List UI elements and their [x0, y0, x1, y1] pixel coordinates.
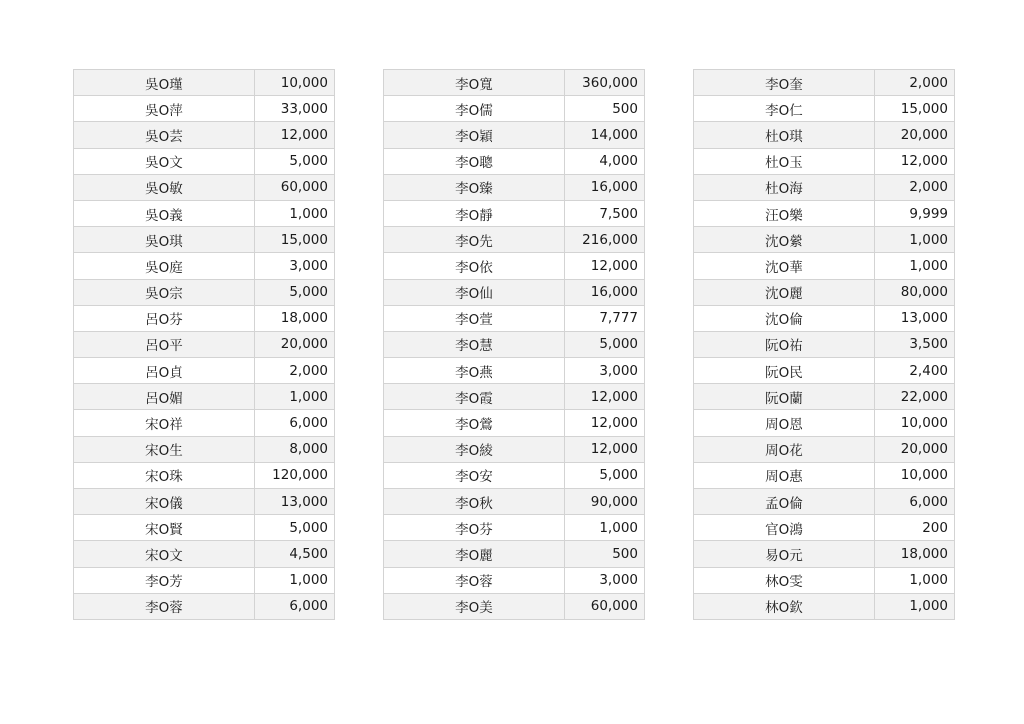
donation-amount-cell: 1,000 [255, 200, 335, 226]
table-row [74, 384, 335, 410]
donor-name-cell: 李O靜 [384, 200, 565, 226]
table-row [74, 122, 335, 148]
table-row [694, 541, 955, 567]
donation-amount-cell: 12,000 [565, 410, 645, 436]
donor-name-cell: 杜O玉 [694, 148, 875, 174]
donor-name-cell: 宋O祥 [74, 410, 255, 436]
table-row [74, 462, 335, 488]
table-row [384, 70, 645, 96]
donor-name-cell: 李O先 [384, 227, 565, 253]
table-row [74, 279, 335, 305]
donor-name-cell: 李O麗 [384, 541, 565, 567]
table-row [384, 200, 645, 226]
table-row [384, 515, 645, 541]
donation-amount-cell: 5,000 [255, 515, 335, 541]
donation-amount-cell: 3,000 [565, 567, 645, 593]
donor-name-cell: 吳O萍 [74, 96, 255, 122]
donation-amount-cell: 18,000 [875, 541, 955, 567]
donor-name-cell: 李O萱 [384, 305, 565, 331]
donation-amount-cell: 120,000 [255, 462, 335, 488]
table-row [694, 96, 955, 122]
donor-name-cell: 李O依 [384, 253, 565, 279]
table-row [384, 148, 645, 174]
table-row [384, 122, 645, 148]
donation-amount-cell: 13,000 [255, 489, 335, 515]
table-row [694, 410, 955, 436]
donor-name-cell: 沈O麗 [694, 279, 875, 305]
table-row [384, 462, 645, 488]
table-row [694, 358, 955, 384]
donation-amount-cell: 2,000 [255, 358, 335, 384]
donor-name-cell: 吳O文 [74, 148, 255, 174]
donor-name-cell: 李O仁 [694, 96, 875, 122]
donor-table-2 [383, 69, 645, 620]
donor-name-cell: 李O秋 [384, 489, 565, 515]
donation-amount-cell: 1,000 [875, 227, 955, 253]
donor-name-cell: 李O芬 [384, 515, 565, 541]
donation-amount-cell: 500 [565, 96, 645, 122]
table-row [74, 305, 335, 331]
table-row [74, 227, 335, 253]
table-row [384, 489, 645, 515]
donation-amount-cell: 12,000 [565, 436, 645, 462]
donation-amount-cell: 5,000 [565, 462, 645, 488]
donation-amount-cell: 12,000 [565, 384, 645, 410]
donation-amount-cell: 10,000 [255, 70, 335, 96]
donor-name-cell: 宋O生 [74, 436, 255, 462]
donor-name-cell: 李O芳 [74, 567, 255, 593]
donor-name-cell: 吳O瑾 [74, 70, 255, 96]
donation-amount-cell: 15,000 [255, 227, 335, 253]
donor-name-cell: 李O霞 [384, 384, 565, 410]
donor-name-cell: 李O聰 [384, 148, 565, 174]
table-row [384, 541, 645, 567]
donation-amount-cell: 33,000 [255, 96, 335, 122]
donation-amount-cell: 6,000 [255, 410, 335, 436]
donor-name-cell: 周O惠 [694, 462, 875, 488]
table-row [74, 358, 335, 384]
table-row [74, 515, 335, 541]
donation-amount-cell: 5,000 [565, 331, 645, 357]
table-row [74, 593, 335, 619]
table-row [694, 200, 955, 226]
table-row [694, 436, 955, 462]
donation-amount-cell: 12,000 [255, 122, 335, 148]
donor-name-cell: 李O仙 [384, 279, 565, 305]
donation-amount-cell: 60,000 [255, 174, 335, 200]
donor-name-cell: 林O雯 [694, 567, 875, 593]
donor-name-cell: 吳O芸 [74, 122, 255, 148]
donor-name-cell: 李O慧 [384, 331, 565, 357]
table-row [74, 174, 335, 200]
table-row [384, 436, 645, 462]
table-row [694, 174, 955, 200]
table-row [384, 593, 645, 619]
donor-name-cell: 汪O樂 [694, 200, 875, 226]
table-row [384, 227, 645, 253]
table-row [74, 436, 335, 462]
table-row [74, 148, 335, 174]
donor-name-cell: 阮O祐 [694, 331, 875, 357]
donation-amount-cell: 2,400 [875, 358, 955, 384]
table-row [74, 331, 335, 357]
donor-name-cell: 李O穎 [384, 122, 565, 148]
table-row [74, 70, 335, 96]
donor-name-cell: 杜O琪 [694, 122, 875, 148]
table-row [694, 70, 955, 96]
donation-amount-cell: 500 [565, 541, 645, 567]
donation-amount-cell: 3,000 [565, 358, 645, 384]
table-row [694, 122, 955, 148]
donor-table-1 [73, 69, 335, 620]
donor-name-cell: 孟O倫 [694, 489, 875, 515]
donation-amount-cell: 18,000 [255, 305, 335, 331]
donation-amount-cell: 3,500 [875, 331, 955, 357]
donation-amount-cell: 5,000 [255, 148, 335, 174]
donation-amount-cell: 16,000 [565, 174, 645, 200]
donation-amount-cell: 90,000 [565, 489, 645, 515]
table-row [384, 253, 645, 279]
donor-name-cell: 李O綾 [384, 436, 565, 462]
donation-amount-cell: 12,000 [875, 148, 955, 174]
donor-name-cell: 吳O庭 [74, 253, 255, 279]
table-row [694, 148, 955, 174]
donor-name-cell: 杜O海 [694, 174, 875, 200]
donation-amount-cell: 1,000 [255, 384, 335, 410]
donation-amount-cell: 10,000 [875, 410, 955, 436]
donation-amount-cell: 12,000 [565, 253, 645, 279]
table-row [694, 384, 955, 410]
donation-amount-cell: 5,000 [255, 279, 335, 305]
donor-name-cell: 李O寬 [384, 70, 565, 96]
donor-name-cell: 呂O平 [74, 331, 255, 357]
donor-name-cell: 官O鴻 [694, 515, 875, 541]
donation-amount-cell: 2,000 [875, 174, 955, 200]
donation-amount-cell: 200 [875, 515, 955, 541]
table-row [74, 489, 335, 515]
donor-name-cell: 吳O義 [74, 200, 255, 226]
donor-name-cell: 阮O民 [694, 358, 875, 384]
donation-amount-cell: 7,500 [565, 200, 645, 226]
donation-amount-cell: 20,000 [255, 331, 335, 357]
donor-name-cell: 李O臻 [384, 174, 565, 200]
donation-amount-cell: 6,000 [875, 489, 955, 515]
donor-name-cell: 吳O敏 [74, 174, 255, 200]
table-row [384, 410, 645, 436]
donor-table-3 [693, 69, 955, 620]
donation-amount-cell: 14,000 [565, 122, 645, 148]
donor-name-cell: 李O燕 [384, 358, 565, 384]
donor-name-cell: 林O欽 [694, 593, 875, 619]
donor-name-cell: 吳O宗 [74, 279, 255, 305]
donation-amount-cell: 15,000 [875, 96, 955, 122]
table-row [694, 567, 955, 593]
donation-amount-cell: 10,000 [875, 462, 955, 488]
donation-amount-cell: 60,000 [565, 593, 645, 619]
table-row [694, 227, 955, 253]
table-row [694, 515, 955, 541]
table-row [384, 174, 645, 200]
donor-name-cell: 周O花 [694, 436, 875, 462]
donor-name-cell: 易O元 [694, 541, 875, 567]
table-row [74, 541, 335, 567]
donation-amount-cell: 6,000 [255, 593, 335, 619]
donation-amount-cell: 1,000 [875, 593, 955, 619]
donation-amount-cell: 9,999 [875, 200, 955, 226]
table-row [74, 96, 335, 122]
table-row [694, 331, 955, 357]
donation-amount-cell: 360,000 [565, 70, 645, 96]
donor-name-cell: 吳O琪 [74, 227, 255, 253]
donation-amount-cell: 2,000 [875, 70, 955, 96]
donor-name-cell: 李O奎 [694, 70, 875, 96]
table-row [384, 358, 645, 384]
table-row [384, 279, 645, 305]
donor-name-cell: 沈O縈 [694, 227, 875, 253]
donor-name-cell: 沈O倫 [694, 305, 875, 331]
donation-amount-cell: 216,000 [565, 227, 645, 253]
donation-amount-cell: 3,000 [255, 253, 335, 279]
donation-amount-cell: 80,000 [875, 279, 955, 305]
donor-name-cell: 呂O貞 [74, 358, 255, 384]
donor-name-cell: 宋O文 [74, 541, 255, 567]
table-row [74, 253, 335, 279]
donor-name-cell: 阮O蘭 [694, 384, 875, 410]
table-row [74, 567, 335, 593]
table-row [694, 279, 955, 305]
table-row [74, 200, 335, 226]
donor-name-cell: 宋O賢 [74, 515, 255, 541]
donor-name-cell: 李O鶯 [384, 410, 565, 436]
donor-name-cell: 李O蓉 [74, 593, 255, 619]
table-row [384, 384, 645, 410]
donor-name-cell: 李O安 [384, 462, 565, 488]
donor-name-cell: 李O美 [384, 593, 565, 619]
donor-name-cell: 李O儒 [384, 96, 565, 122]
donation-amount-cell: 13,000 [875, 305, 955, 331]
donation-amount-cell: 4,000 [565, 148, 645, 174]
table-row [694, 253, 955, 279]
donation-amount-cell: 8,000 [255, 436, 335, 462]
table-row [694, 489, 955, 515]
donation-amount-cell: 1,000 [255, 567, 335, 593]
donation-amount-cell: 7,777 [565, 305, 645, 331]
table-row [384, 331, 645, 357]
donation-amount-cell: 20,000 [875, 436, 955, 462]
table-row [384, 567, 645, 593]
table-row [74, 410, 335, 436]
donation-amount-cell: 1,000 [875, 253, 955, 279]
donor-name-cell: 周O恩 [694, 410, 875, 436]
table-row [694, 305, 955, 331]
table-row [384, 96, 645, 122]
donation-amount-cell: 20,000 [875, 122, 955, 148]
donation-amount-cell: 16,000 [565, 279, 645, 305]
donation-amount-cell: 1,000 [565, 515, 645, 541]
donation-amount-cell: 4,500 [255, 541, 335, 567]
table-row [384, 305, 645, 331]
donation-amount-cell: 22,000 [875, 384, 955, 410]
donor-name-cell: 宋O珠 [74, 462, 255, 488]
donor-name-cell: 李O蓉 [384, 567, 565, 593]
table-row [694, 593, 955, 619]
donation-amount-cell: 1,000 [875, 567, 955, 593]
donor-name-cell: 宋O儀 [74, 489, 255, 515]
table-row [694, 462, 955, 488]
donor-name-cell: 沈O華 [694, 253, 875, 279]
donor-name-cell: 呂O媚 [74, 384, 255, 410]
donor-name-cell: 呂O芬 [74, 305, 255, 331]
